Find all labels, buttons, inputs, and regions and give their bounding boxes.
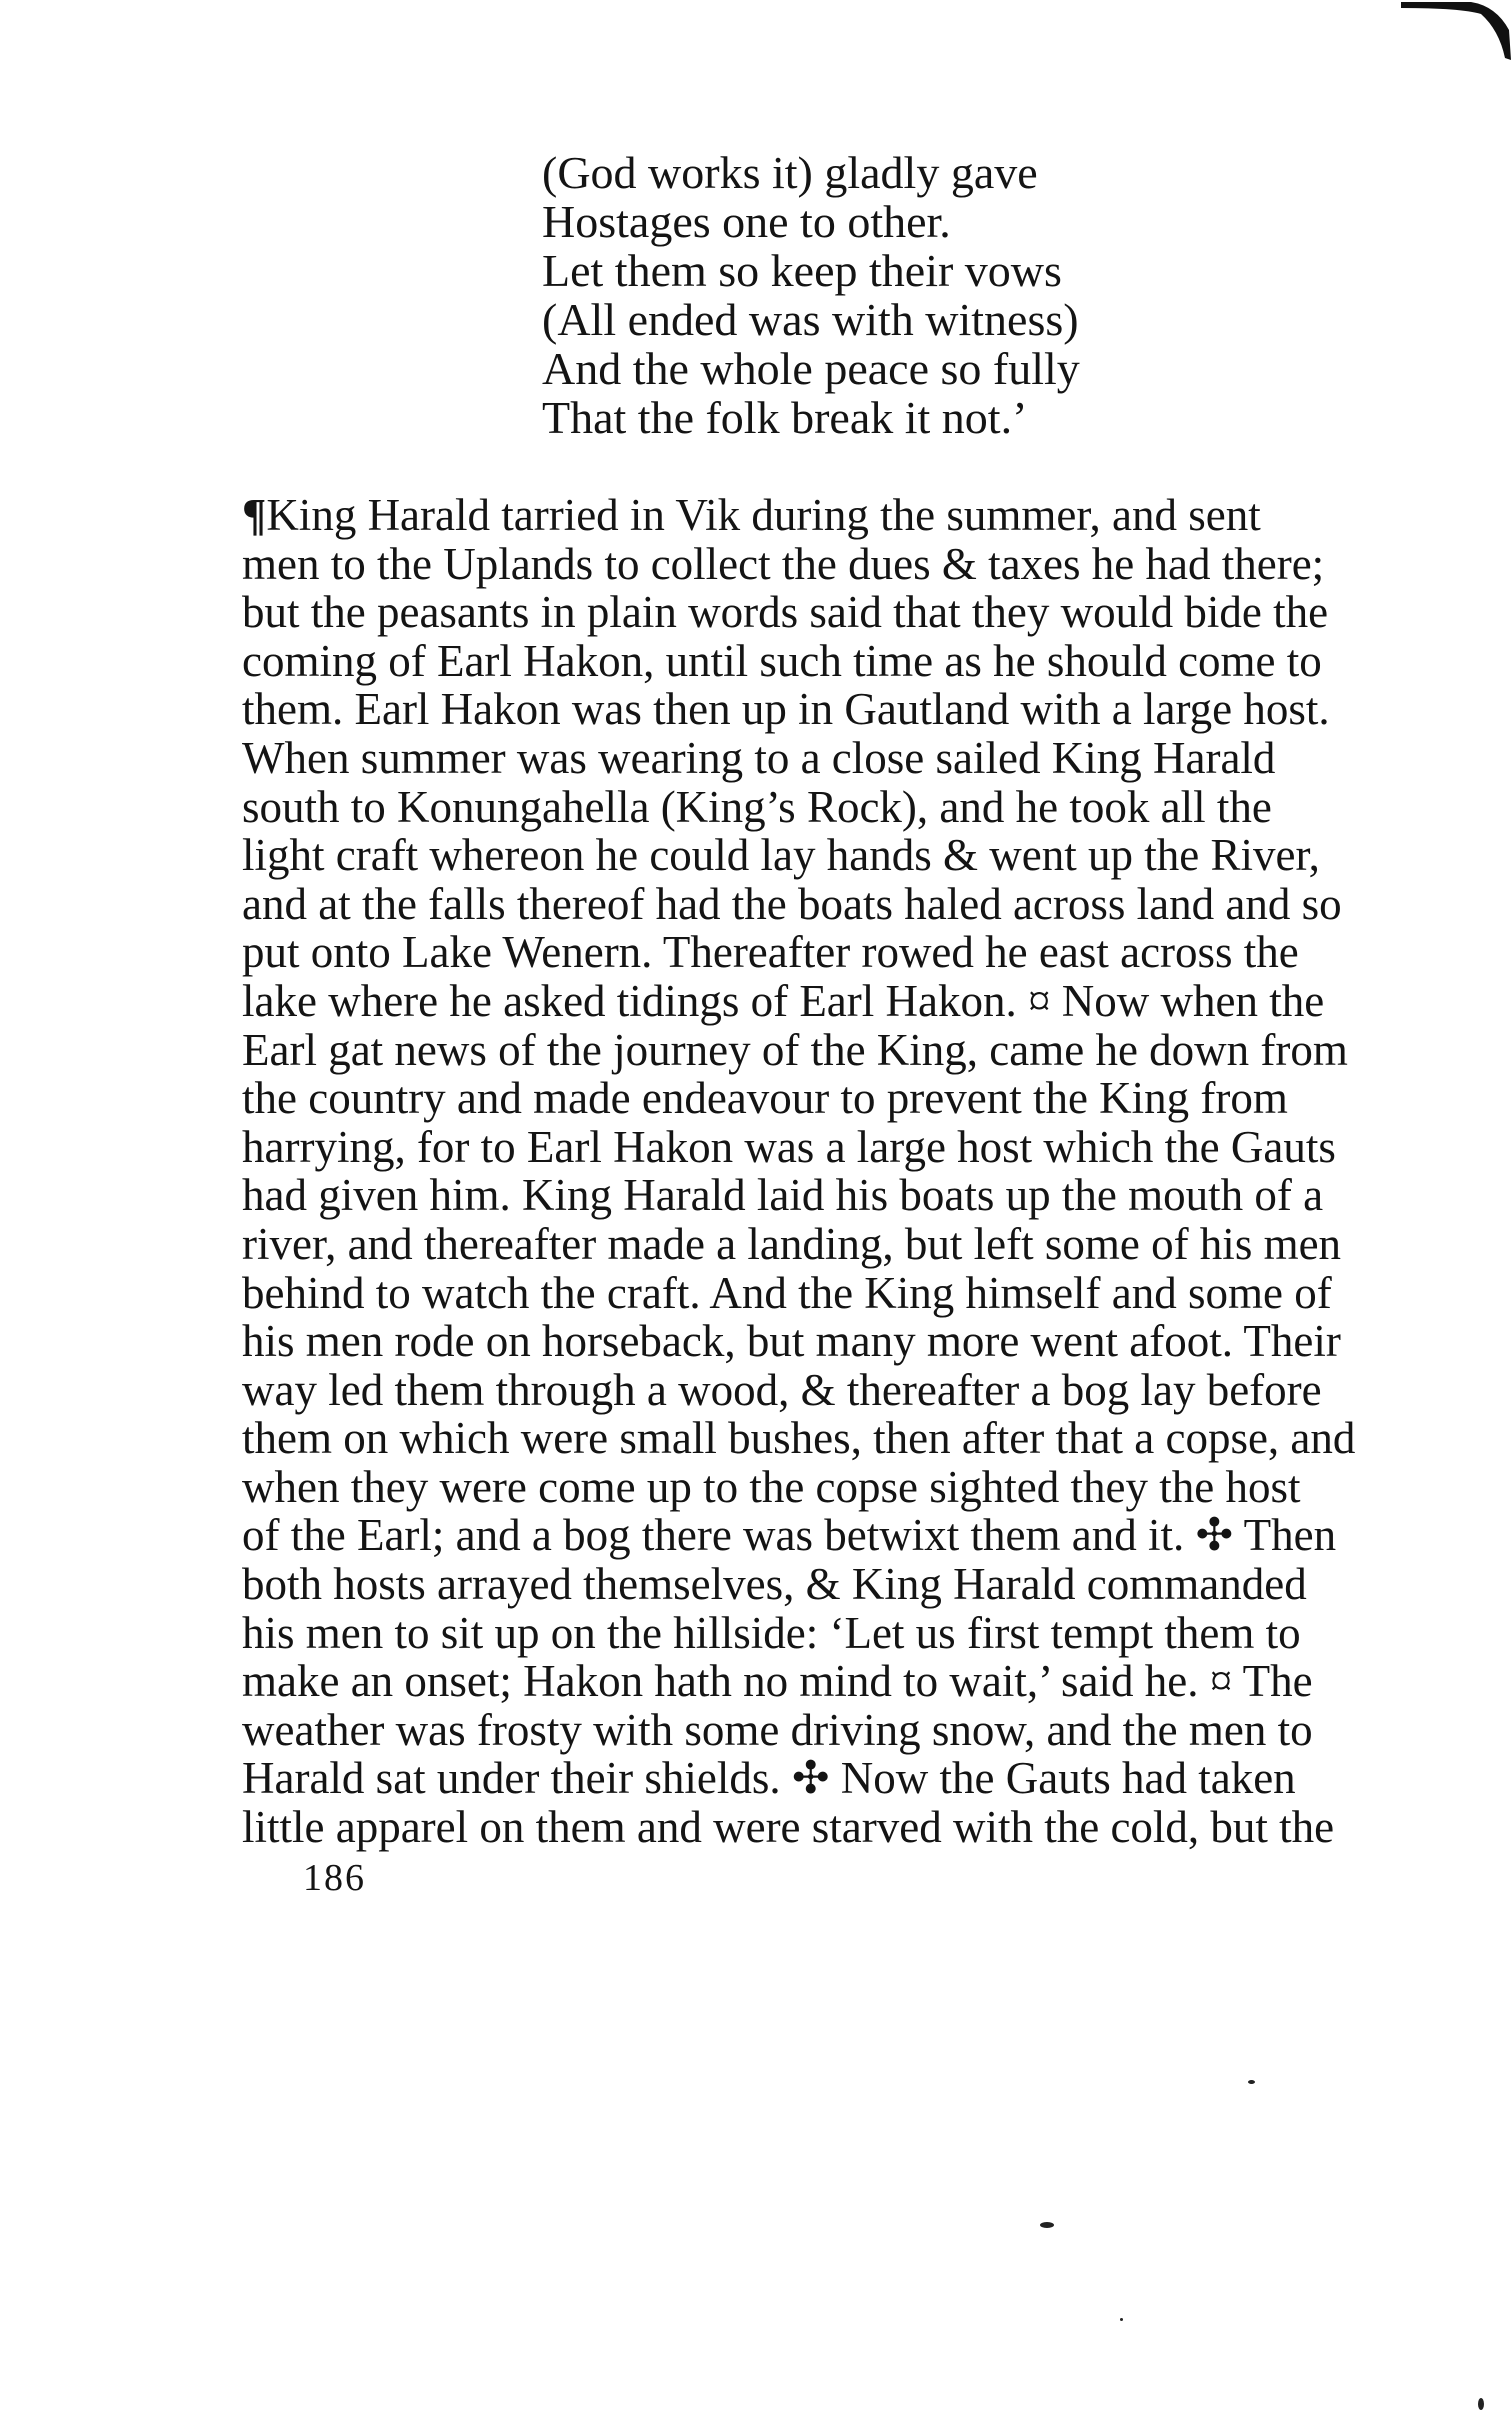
prose-line: little apparel on them and were starved with the cold, but the — [242, 1802, 1335, 1853]
prose-line: When summer was wearing to a close sailed King Harald — [242, 732, 1276, 783]
prose-line: his men rode on horseback, but many more went afoot. Their — [242, 1316, 1341, 1367]
verse-stanza — [542, 148, 1242, 442]
prose-line: but the peasants in plain words said that they would bide the — [242, 587, 1329, 638]
prose-line: weather was frosty with some driving snow, and the men to — [242, 1704, 1313, 1755]
verse-line: (God works it) gladly gave — [542, 147, 1038, 198]
prose-line: of the Earl; and a bog there was betwixt them and it. ✣ Then — [242, 1510, 1337, 1561]
prose-line: south to Konungahella (King’s Rock), and he took all the — [242, 781, 1272, 832]
verse-line: Let them so keep their vows — [542, 245, 1062, 296]
prose-line: men to the Uplands to collect the dues & taxes he had there; — [242, 538, 1325, 589]
prose-line: the country and made endeavour to prevent the King from — [242, 1073, 1288, 1124]
prose-line: and at the falls thereof had the boats haled across land and so — [242, 878, 1342, 929]
ink-speck — [1248, 2080, 1255, 2084]
prose-line: coming of Earl Hakon, until such time as he should come to — [242, 635, 1322, 686]
prose-line: make an onset; Hakon hath no mind to wait,’ said he. ¤ The — [242, 1656, 1313, 1707]
verse-line: And the whole peace so fully — [542, 343, 1080, 394]
verse-line: Hostages one to other. — [542, 196, 951, 247]
prose-line: Earl gat news of the journey of the King, came he down from — [242, 1024, 1348, 1075]
prose-line-text: King Harald tarried in Vik during the summer, and sent — [266, 490, 1261, 540]
prose-line: way led them through a wood, & thereafter a bog lay before — [242, 1364, 1322, 1415]
page-number: 186 — [303, 1857, 366, 1899]
ink-speck — [1120, 2318, 1123, 2321]
prose-line: behind to watch the craft. And the King himself and some of — [242, 1267, 1332, 1318]
prose-line: lake where he asked tidings of Earl Hakon. ¤ Now when the — [242, 975, 1325, 1026]
prose-line: put onto Lake Wenern. Thereafter rowed he east across the — [242, 927, 1299, 978]
prose-line: river, and thereafter made a landing, but left some of his men — [242, 1218, 1342, 1269]
prose-line: them. Earl Hakon was then up in Gautland with a large host. — [242, 684, 1330, 735]
prose-line — [242, 491, 1482, 540]
prose-line: harrying, for to Earl Hakon was a large host which the Gauts — [242, 1121, 1336, 1172]
ink-speck — [1040, 2222, 1054, 2228]
prose-paragraph — [242, 491, 1482, 1852]
ink-speck — [1478, 2398, 1484, 2410]
prose-line: Harald sat under their shields. ✣ Now the Gauts had taken — [242, 1753, 1296, 1804]
pilcrow-mark: ¶ — [242, 490, 267, 540]
prose-line: had given him. King Harald laid his boats up the mouth of a — [242, 1170, 1324, 1221]
prose-line: both hosts arrayed themselves, & King Harald commanded — [242, 1559, 1307, 1610]
page-corner-mark — [1401, 0, 1511, 60]
prose-line: his men to sit up on the hillside: ‘Let us first tempt them to — [242, 1607, 1301, 1658]
prose-line: when they were come up to the copse sighted they the host — [242, 1461, 1301, 1512]
verse-line: That the folk break it not.’ — [542, 392, 1028, 443]
prose-line: light craft whereon he could lay hands & went up the River, — [242, 830, 1320, 881]
prose-line: them on which were small bushes, then after that a copse, and — [242, 1413, 1356, 1464]
verse-line: (All ended was with witness) — [542, 294, 1079, 345]
